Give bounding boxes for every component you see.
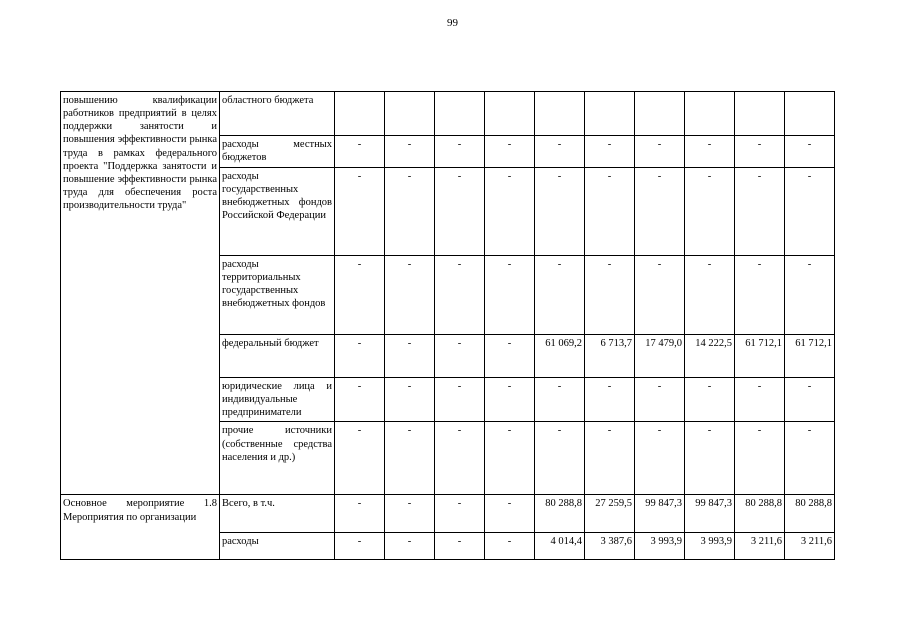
value-cell: -	[485, 495, 535, 533]
value-cell: -	[785, 256, 835, 335]
value-cell: -	[385, 495, 435, 533]
value-cell: -	[685, 168, 735, 256]
value-cell: -	[435, 256, 485, 335]
value-cell: 3 993,9	[635, 533, 685, 560]
value-cell: -	[335, 168, 385, 256]
value-cell: -	[585, 422, 635, 495]
value-cell: -	[335, 256, 385, 335]
value-cell: -	[585, 256, 635, 335]
value-cell: -	[435, 136, 485, 168]
value-cell	[635, 92, 685, 136]
value-cell	[435, 92, 485, 136]
value-cell: -	[435, 168, 485, 256]
value-cell: -	[385, 422, 435, 495]
value-cell	[335, 92, 385, 136]
table-row	[61, 495, 835, 533]
funding-source-cell: федеральный бюджет	[220, 335, 335, 378]
value-cell: -	[685, 422, 735, 495]
value-cell: -	[535, 136, 585, 168]
value-cell: -	[485, 256, 535, 335]
value-cell: -	[335, 533, 385, 560]
table-body	[61, 92, 835, 560]
value-cell	[735, 92, 785, 136]
value-cell	[785, 92, 835, 136]
value-cell: -	[535, 422, 585, 495]
value-cell: -	[685, 378, 735, 422]
value-cell: -	[535, 378, 585, 422]
value-cell: 61 069,2	[535, 335, 585, 378]
value-cell: 3 387,6	[585, 533, 635, 560]
value-cell: -	[685, 136, 735, 168]
value-cell: 3 211,6	[785, 533, 835, 560]
value-cell: -	[635, 422, 685, 495]
value-cell	[485, 92, 535, 136]
value-cell: -	[785, 378, 835, 422]
value-cell: -	[485, 136, 535, 168]
value-cell: 3 211,6	[735, 533, 785, 560]
activity-cell: повышению квалификации работников предприятий в целях поддержки занятости и повышения эффективности рынка труда в рамках федерального проекта "Поддержка занятости и повышение эффективности рынка труда для обеспечения роста производительности труда"	[61, 92, 220, 495]
value-cell: -	[635, 256, 685, 335]
value-cell: -	[535, 168, 585, 256]
value-cell: 99 847,3	[685, 495, 735, 533]
value-cell: 3 993,9	[685, 533, 735, 560]
value-cell: 27 259,5	[585, 495, 635, 533]
value-cell: -	[785, 168, 835, 256]
value-cell: 61 712,1	[735, 335, 785, 378]
value-cell	[535, 92, 585, 136]
activity-cell: Основное мероприятие 1.8 Мероприятия по организации	[61, 495, 220, 560]
value-cell: -	[335, 495, 385, 533]
value-cell: -	[385, 256, 435, 335]
value-cell: -	[385, 533, 435, 560]
funding-source-cell: юридические лица и индивидуальные предприниматели	[220, 378, 335, 422]
budget-table	[60, 91, 835, 560]
value-cell: -	[735, 168, 785, 256]
value-cell: -	[335, 335, 385, 378]
value-cell: 80 288,8	[535, 495, 585, 533]
table-row	[61, 92, 835, 136]
value-cell: -	[735, 256, 785, 335]
value-cell	[585, 92, 635, 136]
value-cell: -	[435, 495, 485, 533]
value-cell: -	[485, 422, 535, 495]
value-cell: -	[535, 256, 585, 335]
value-cell: 14 222,5	[685, 335, 735, 378]
value-cell: -	[485, 335, 535, 378]
value-cell	[685, 92, 735, 136]
value-cell: 6 713,7	[585, 335, 635, 378]
value-cell: 17 479,0	[635, 335, 685, 378]
funding-source-cell: расходы местных бюджетов	[220, 136, 335, 168]
value-cell: -	[385, 136, 435, 168]
value-cell: -	[435, 533, 485, 560]
value-cell: 80 288,8	[785, 495, 835, 533]
value-cell: -	[335, 136, 385, 168]
value-cell: -	[785, 136, 835, 168]
value-cell: -	[735, 422, 785, 495]
funding-source-cell: расходы государственных внебюджетных фондов Российской Федерации	[220, 168, 335, 256]
value-cell	[385, 92, 435, 136]
value-cell: -	[385, 335, 435, 378]
value-cell: -	[585, 378, 635, 422]
value-cell: -	[785, 422, 835, 495]
value-cell: -	[385, 378, 435, 422]
value-cell: -	[585, 136, 635, 168]
value-cell: -	[585, 168, 635, 256]
value-cell: 99 847,3	[635, 495, 685, 533]
funding-source-cell: прочие источники (собственные средства населения и др.)	[220, 422, 335, 495]
value-cell: -	[435, 335, 485, 378]
value-cell: -	[335, 378, 385, 422]
value-cell: 4 014,4	[535, 533, 585, 560]
value-cell: -	[635, 378, 685, 422]
funding-source-cell: Всего, в т.ч.	[220, 495, 335, 533]
value-cell: -	[635, 168, 685, 256]
page-number: 99	[447, 17, 458, 29]
value-cell: 61 712,1	[785, 335, 835, 378]
value-cell: -	[635, 136, 685, 168]
value-cell: -	[735, 136, 785, 168]
value-cell: -	[435, 378, 485, 422]
value-cell: 80 288,8	[735, 495, 785, 533]
funding-source-cell: областного бюджета	[220, 92, 335, 136]
funding-source-cell: расходы территориальных государственных внебюджетных фондов	[220, 256, 335, 335]
value-cell: -	[735, 378, 785, 422]
value-cell: -	[485, 168, 535, 256]
value-cell: -	[485, 533, 535, 560]
value-cell: -	[685, 256, 735, 335]
funding-source-cell: расходы	[220, 533, 335, 560]
value-cell: -	[385, 168, 435, 256]
value-cell: -	[485, 378, 535, 422]
value-cell: -	[335, 422, 385, 495]
value-cell: -	[435, 422, 485, 495]
